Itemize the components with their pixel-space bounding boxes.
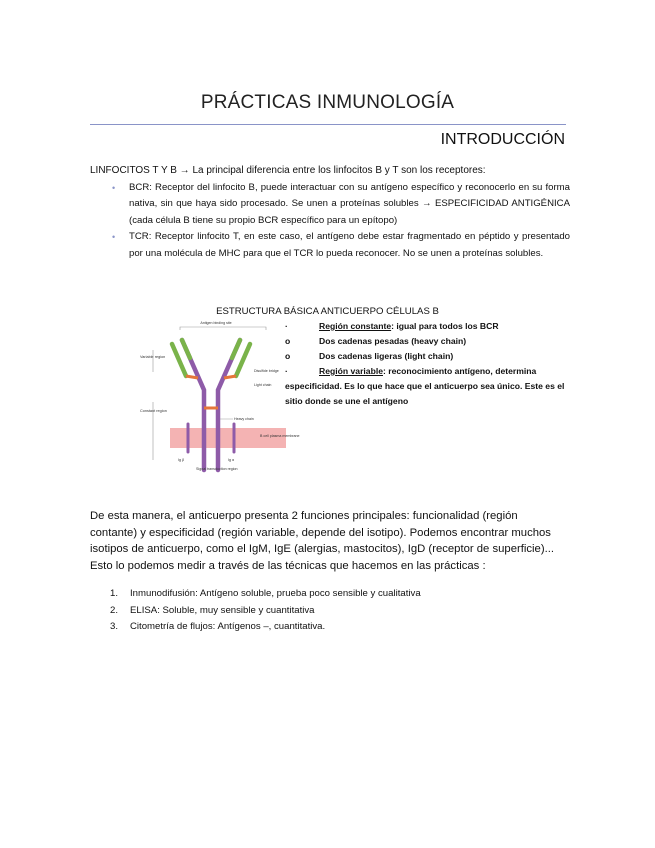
list-item <box>90 180 570 230</box>
disulfide-bridges <box>186 376 236 408</box>
bcr-text: BCR: Receptor del linfocito B, puede interactuar con su antígeno específico y reconocerlo en su forma nativa, sin que haya sido procesado. Se unen a proteínas solubles → ESPECIFICIDAD ANTIGÉNICA (cada célula B tiene su propio BCR específico para un epítopo) <box>129 181 570 226</box>
note-line: · Región constante: igual para todos los BCR <box>285 321 499 331</box>
intro-block <box>90 163 570 262</box>
list-item <box>90 229 570 262</box>
title-rule <box>90 124 566 125</box>
bullet-icon: • <box>112 232 116 242</box>
note-line: · Región variable: reconocimiento antígeno, determina <box>285 366 537 376</box>
figure-title: ESTRUCTURA BÁSICA ANTICUERPO CÉLULAS B <box>216 306 439 317</box>
intro-lead: LINFOCITOS T Y B → La principal diferencia entre los linfocitos B y T son los receptores: <box>90 165 486 176</box>
receptor-list <box>90 180 570 263</box>
antibody-diagram <box>136 320 300 476</box>
functions-paragraph: De esta manera, el anticuerpo presenta 2 funciones principales: funcionalidad (región contante) y especificidad (región variable, depende del isotipo). Podemos encontrar muchos isotipos de anticuerpo, como el IgM, IgE (alergias, mastocitos), IgD (receptor de superficie)... <box>90 510 554 555</box>
label-variable: Variable region <box>140 355 166 359</box>
list-item: 1. Inmunodifusión: Antígeno soluble, prueba poco sensible y cualitativa <box>110 588 421 599</box>
section-heading: INTRODUCCIÓN <box>440 131 565 148</box>
label-ig-alpha: Ig α <box>228 458 235 462</box>
note-line: especificidad. Es lo que hace que el anticuerpo sea único. Este es el sitio donde se une el antígeno <box>285 381 565 406</box>
label-membrane: B cell plasma membrane <box>260 434 300 438</box>
techniques-list <box>110 586 565 636</box>
figure-notes <box>285 319 567 409</box>
label-signal: Signal transduction region <box>196 467 238 471</box>
tcr-text: TCR: Receptor linfocito T, en este caso, el antígeno debe estar fragmentado en péptido y presentado por una molécula de MHC para que el TCR lo pueda reconocer. No se unen a proteínas solubles. <box>129 231 570 259</box>
body-paragraph <box>90 508 565 574</box>
document-title: PRÁCTICAS INMUNOLOGÍA <box>200 92 455 113</box>
list-item: 3. Citometría de flujos: Antígenos –, cuantitativa. <box>110 621 326 632</box>
label-disulfide: Disulfide bridge <box>254 369 279 373</box>
label-ig-beta: Ig β <box>178 458 185 462</box>
label-constant: Constant region <box>140 409 167 413</box>
label-heavy-chain: Heavy chain <box>234 417 254 421</box>
list-item: 2. ELISA: Soluble, muy sensible y cuantitativa <box>110 604 315 616</box>
label-antigen-binding: Antigen binding site <box>200 321 232 325</box>
note-line: o Dos cadenas pesadas (heavy chain) <box>285 336 467 346</box>
bullet-icon: • <box>112 182 116 193</box>
techniques-intro: Esto lo podemos medir a través de las técnicas que hacemos en las prácticas : <box>90 559 486 572</box>
note-line: o Dos cadenas ligeras (light chain) <box>285 351 454 361</box>
label-light-chain: Light chain <box>254 383 272 387</box>
